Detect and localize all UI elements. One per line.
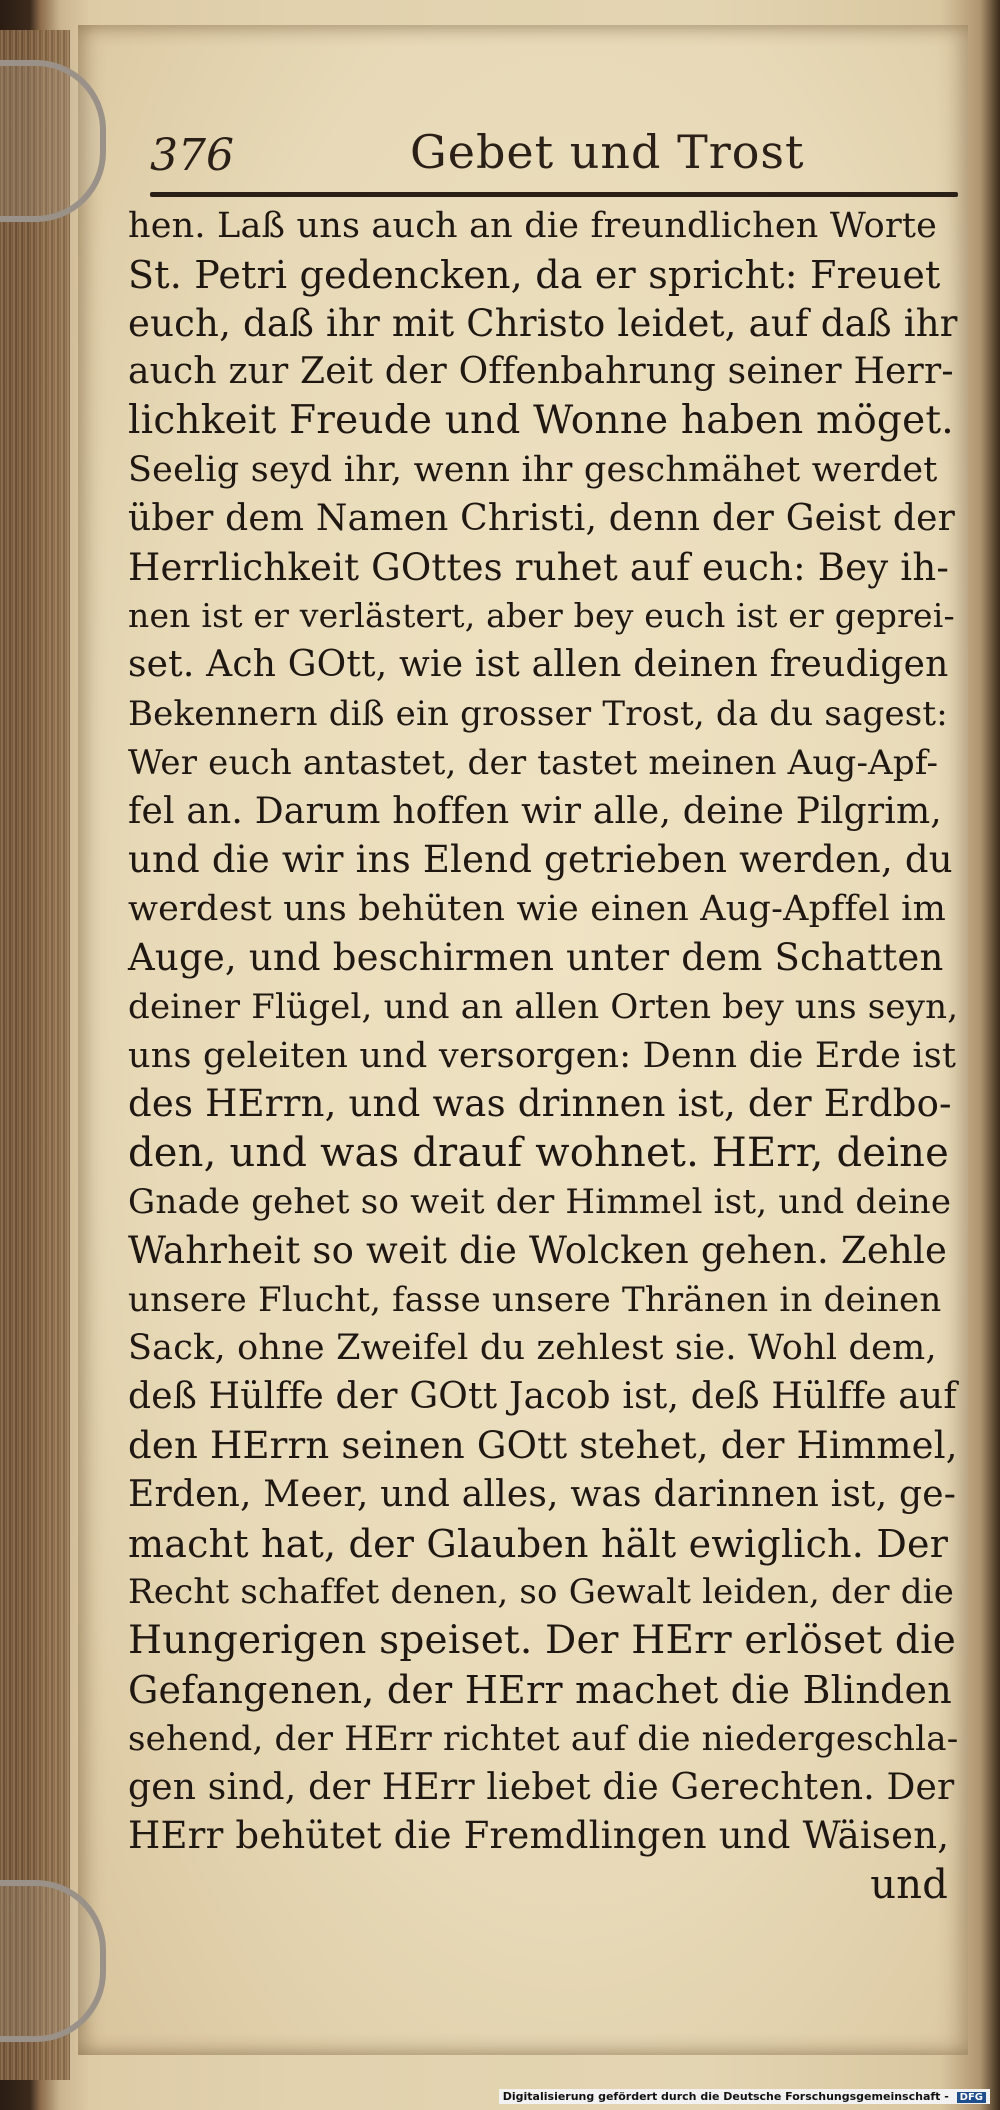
text-line: Erden, Meer, und alles, was darinnen ist, ge- (128, 1473, 957, 1515)
text-line: St. Petri gedencken, da er spricht: Freuet (128, 252, 941, 297)
digitization-credit (499, 2089, 990, 2104)
page-edges (0, 30, 70, 2080)
catchword: und (870, 1862, 948, 1909)
text-line: gen sind, der HErr liebet die Gerechten. Der (128, 1766, 955, 1808)
text-line: euch, daß ihr mit Christo leidet, auf daß ihr (128, 301, 958, 345)
text-line: Auge, und beschirmen unter dem Schatten (128, 935, 944, 979)
text-line: werdest uns behüten wie einen Aug-Apffel im (128, 889, 946, 930)
text-line: uns geleiten und versorgen: Denn die Erde ist (128, 1035, 957, 1076)
page-header (150, 120, 950, 200)
text-line: Recht schaffet denen, so Gewalt leiden, der die (128, 1572, 955, 1613)
text-line: und die wir ins Elend getrieben werden, du (128, 838, 953, 882)
running-title: Gebet und Trost (410, 125, 805, 179)
text-line: macht hat, der Glauben hält ewiglich. Der (128, 1521, 949, 1566)
text-line: des HErrn, und was drinnen ist, der Erdbo- (128, 1082, 952, 1126)
text-line: Wahrheit so weit die Wolcken gehen. Zehle (128, 1228, 948, 1272)
text-line: Wer euch antastet, der tastet meinen Aug-Apf- (128, 742, 939, 783)
header-rule (150, 192, 958, 197)
text-line: Gnade gehet so weit der Himmel ist, und deine (128, 1181, 952, 1222)
text-line: HErr behütet die Fremdlingen und Wäisen, (128, 1814, 950, 1858)
text-line: fel an. Darum hoffen wir alle, deine Pilgrim, (128, 790, 942, 832)
text-line: Seelig seyd ihr, wenn ihr geschmähet werdet (128, 449, 938, 490)
text-line: auch zur Zeit der Offenbahrung seiner Herr- (128, 351, 954, 393)
text-line: sehend, der HErr richtet auf die niedergeschla- (128, 1718, 959, 1759)
text-line: Herrlichkeit GOttes ruhet auf euch: Bey ih- (128, 545, 950, 589)
text-line: Gefangenen, der HErr machet die Blinden (128, 1667, 952, 1712)
text-line: deß Hülffe der GOtt Jacob ist, deß Hülffe auf (128, 1376, 957, 1418)
text-line: nen ist er verlästert, aber bey euch ist er geprei- (128, 596, 955, 636)
text-line: set. Ach GOtt, wie ist allen deinen freudigen (128, 644, 949, 686)
text-line: unsere Flucht, fasse unsere Thränen in deinen (128, 1279, 942, 1320)
text-line: den HErrn seinen GOtt stehet, der Himmel, (128, 1423, 958, 1467)
dfg-logo: DFG (957, 2092, 986, 2103)
credit-text: Digitalisierung gefördert durch die Deutsche Forschungsgemeinschaft - (502, 2090, 949, 2103)
text-line: über dem Namen Christi, denn der Geist der (128, 497, 956, 539)
text-line: den, und was drauf wohnet. HErr, deine (128, 1130, 949, 1177)
text-line: Bekennern diß ein grosser Trost, da du sagest: (128, 693, 948, 734)
text-line: lichkeit Freude und Wonne haben möget. (128, 398, 954, 444)
page-number: 376 (150, 130, 234, 181)
text-line: Sack, ohne Zweifel du zehlest sie. Wohl dem, (128, 1328, 937, 1369)
text-line: deiner Flügel, und an allen Orten bey uns seyn, (128, 986, 959, 1027)
text-line: hen. Laß uns auch an die freundlichen Worte (128, 206, 938, 246)
body-text (128, 202, 958, 1910)
text-line: Hungerigen speiset. Der HErr erlöset die (128, 1618, 956, 1664)
